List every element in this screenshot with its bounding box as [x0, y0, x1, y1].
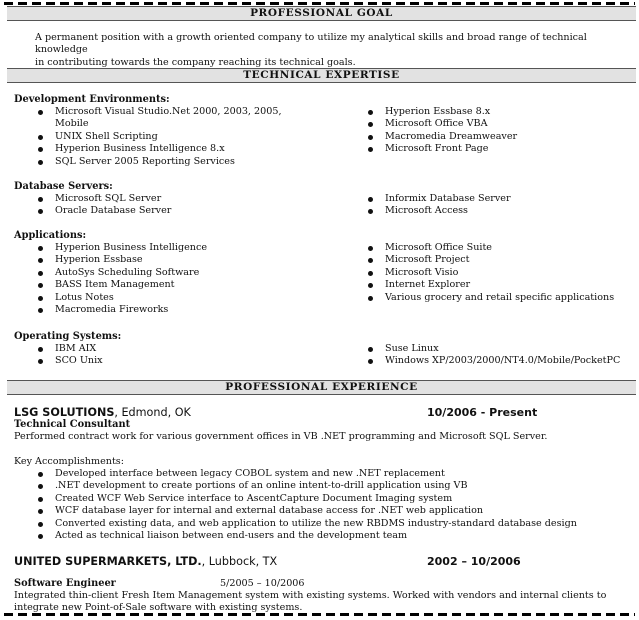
job1-accomplishments-list [36, 468, 631, 542]
list-item: Macromedia Dreamweaver [366, 131, 636, 143]
list-item: SQL Server 2005 Reporting Services [36, 156, 296, 168]
list-item: Microsoft Visual Studio.Net 2000, 2003, 2005, Mobile [36, 106, 296, 131]
applications-left-list [36, 242, 296, 316]
list-item: Created WCF Web Service interface to AscentCapture Document Imaging system [36, 493, 631, 505]
list-item: WCF database layer for internal and external database access for .NET web application [36, 505, 631, 517]
job1-location: , Edmond, OK [114, 406, 191, 419]
list-item: Hyperion Business Intelligence [36, 242, 296, 254]
professional-goal-heading: PROFESSIONAL GOAL [7, 6, 636, 21]
key-accomplishments-label: Key Accomplishments: [14, 456, 124, 467]
list-item: Oracle Database Server [36, 205, 296, 217]
list-item: Hyperion Business Intelligence 8.x [36, 143, 296, 155]
list-item: Microsoft SQL Server [36, 193, 296, 205]
list-item: Macromedia Fireworks [36, 304, 296, 316]
list-item: AutoSys Scheduling Software [36, 267, 296, 279]
list-item: Hyperion Essbase [36, 254, 296, 266]
list-item: BASS Item Management [36, 279, 296, 291]
job2-dates: 2002 – 10/2006 [427, 555, 521, 568]
development-right-list [366, 106, 636, 156]
job2-summary-line: Integrated thin-client Fresh Item Management system with existing systems. Worked with vendors and internal clients to [14, 590, 607, 601]
job1-company: LSG SOLUTIONS [14, 406, 115, 419]
job1-title: Technical Consultant [14, 419, 131, 430]
list-item: Acted as technical liaison between end-users and the development team [36, 530, 631, 542]
job2-summary-line: integrate new Point-of-Sale software with existing systems. [14, 602, 303, 614]
list-item: .NET development to create portions of an online intent-to-drill application using VB [36, 480, 631, 492]
list-item: Developed interface between legacy COBOL system and new .NET replacement [36, 468, 631, 480]
list-item: Microsoft Visio [366, 267, 636, 279]
list-item: SCO Unix [36, 355, 296, 367]
development-environments-title: Development Environments: [14, 94, 170, 105]
list-item: UNIX Shell Scripting [36, 131, 296, 143]
job1-dates: 10/2006 - Present [427, 406, 538, 419]
database-right-list [366, 193, 636, 218]
job1-summary: Performed contract work for various government offices in VB .NET programming and Microsoft SQL Server. [14, 431, 548, 442]
applications-right-list [366, 242, 636, 304]
job2-title-dates: 5/2005 – 10/2006 [220, 578, 305, 589]
goal-line: A permanent position with a growth oriented company to utilize my analytical skills and broad range of technical knowledge [35, 32, 587, 56]
job2-company-line [14, 555, 277, 568]
goal-line: in contributing towards the company reaching its technical goals. [35, 56, 356, 68]
job2-summary [14, 590, 634, 615]
database-servers-title: Database Servers: [14, 181, 113, 192]
list-item: Microsoft Office Suite [366, 242, 636, 254]
list-item: Microsoft Front Page [366, 143, 636, 155]
os-right-list [366, 343, 636, 368]
goal-text [35, 32, 630, 69]
job1-company-line [14, 406, 191, 419]
list-item: Windows XP/2003/2000/NT4.0/Mobile/PocketPC [366, 355, 636, 367]
list-item: Internet Explorer [366, 279, 636, 291]
technical-expertise-heading: TECHNICAL EXPERTISE [7, 68, 636, 83]
job2-company: UNITED SUPERMARKETS, LTD. [14, 555, 202, 568]
list-item: Suse Linux [366, 343, 636, 355]
job2-title: Software Engineer [14, 578, 116, 589]
job2-location: , Lubbock, TX [201, 555, 278, 568]
list-item: Various grocery and retail specific applications [366, 292, 636, 304]
os-left-list [36, 343, 296, 368]
professional-experience-heading: PROFESSIONAL EXPERIENCE [7, 380, 636, 395]
list-item: Microsoft Office VBA [366, 118, 636, 130]
applications-title: Applications: [14, 230, 87, 241]
list-item: Hyperion Essbase 8.x [366, 106, 636, 118]
list-item: Microsoft Project [366, 254, 636, 266]
operating-systems-title: Operating Systems: [14, 331, 122, 342]
list-item: Lotus Notes [36, 292, 296, 304]
list-item: Microsoft Access [366, 205, 636, 217]
database-left-list [36, 193, 296, 218]
top-dashed-border [4, 2, 635, 5]
list-item: Converted existing data, and web application to utilize the new RBDMS industry-standard database design [36, 518, 631, 530]
list-item: IBM AIX [36, 343, 296, 355]
list-item: Informix Database Server [366, 193, 636, 205]
development-left-list [36, 106, 296, 168]
bottom-dashed-border [4, 613, 635, 616]
